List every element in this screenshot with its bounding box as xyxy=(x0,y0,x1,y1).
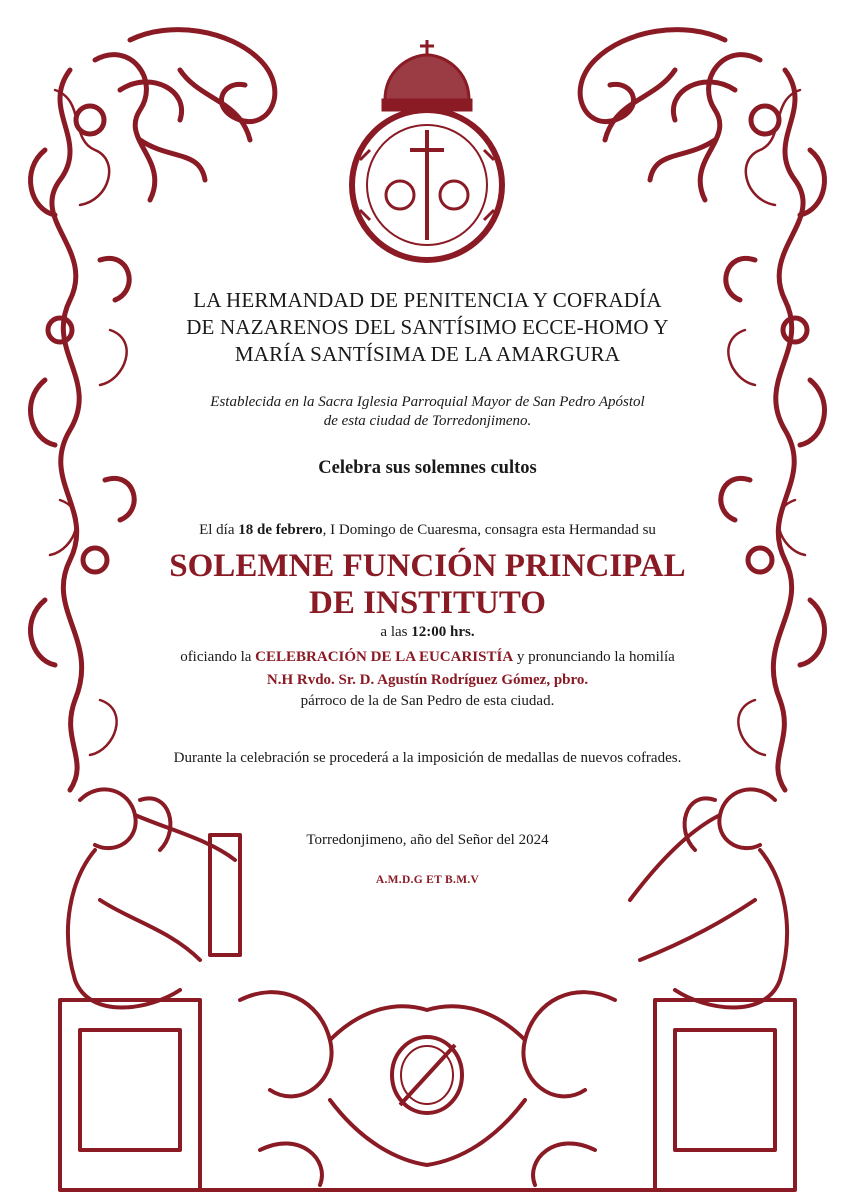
place-date: Torredonjimeno, año del Señor del 2024 xyxy=(306,832,549,848)
established-note xyxy=(0,393,855,431)
intro-date: 18 de febrero xyxy=(238,522,323,538)
brotherhood-heading xyxy=(0,287,855,368)
officiating-highlight: CELEBRACIÓN DE LA EUCARISTÍA xyxy=(255,649,514,665)
crown-of-thorns-emblem-icon xyxy=(392,1037,462,1113)
celebra-heading: Celebra sus solemnes cultos xyxy=(318,458,537,478)
main-title-line-1: SOLEMNE FUNCIÓN PRINCIPAL xyxy=(169,548,686,584)
heading-line-2: DE NAZARENOS DEL SANTÍSIMO ECCE-HOMO Y xyxy=(186,315,669,339)
time-value: 12:00 hrs. xyxy=(411,624,475,640)
main-title xyxy=(0,548,855,622)
intro-line xyxy=(0,522,855,539)
officiating-prefix: oficiando la xyxy=(180,649,256,665)
intro-suffix: , I Domingo de Cuaresma, consagra esta Hermandad su xyxy=(322,522,656,538)
parish-note: párroco de la de San Pedro de esta ciudad. xyxy=(300,693,555,709)
established-line-1: Establecida en la Sacra Iglesia Parroquial Mayor de San Pedro Apóstol xyxy=(210,394,645,410)
intro-prefix: El día xyxy=(199,522,239,538)
motto: A.M.D.G ET B.M.V xyxy=(375,874,480,886)
medals-note: Durante la celebración se procederá a la imposición de medallas de nuevos cofrades. xyxy=(173,750,682,766)
heading-line-1: LA HERMANDAD DE PENITENCIA Y COFRADÍA xyxy=(193,288,662,312)
time-prefix: a las xyxy=(380,624,412,640)
crowned-crest-icon xyxy=(352,40,502,260)
officiating-suffix: y pronunciando la homilía xyxy=(513,649,675,665)
heading-line-3: MARÍA SANTÍSIMA DE LA AMARGURA xyxy=(234,342,621,366)
time-line xyxy=(0,624,855,641)
main-title-line-2: DE INSTITUTO xyxy=(309,585,546,621)
officiating-line xyxy=(0,649,855,666)
established-line-2: de esta ciudad de Torredonjimeno. xyxy=(323,413,532,429)
priest-name: N.H Rvdo. Sr. D. Agustín Rodríguez Gómez, pbro. xyxy=(266,672,589,688)
